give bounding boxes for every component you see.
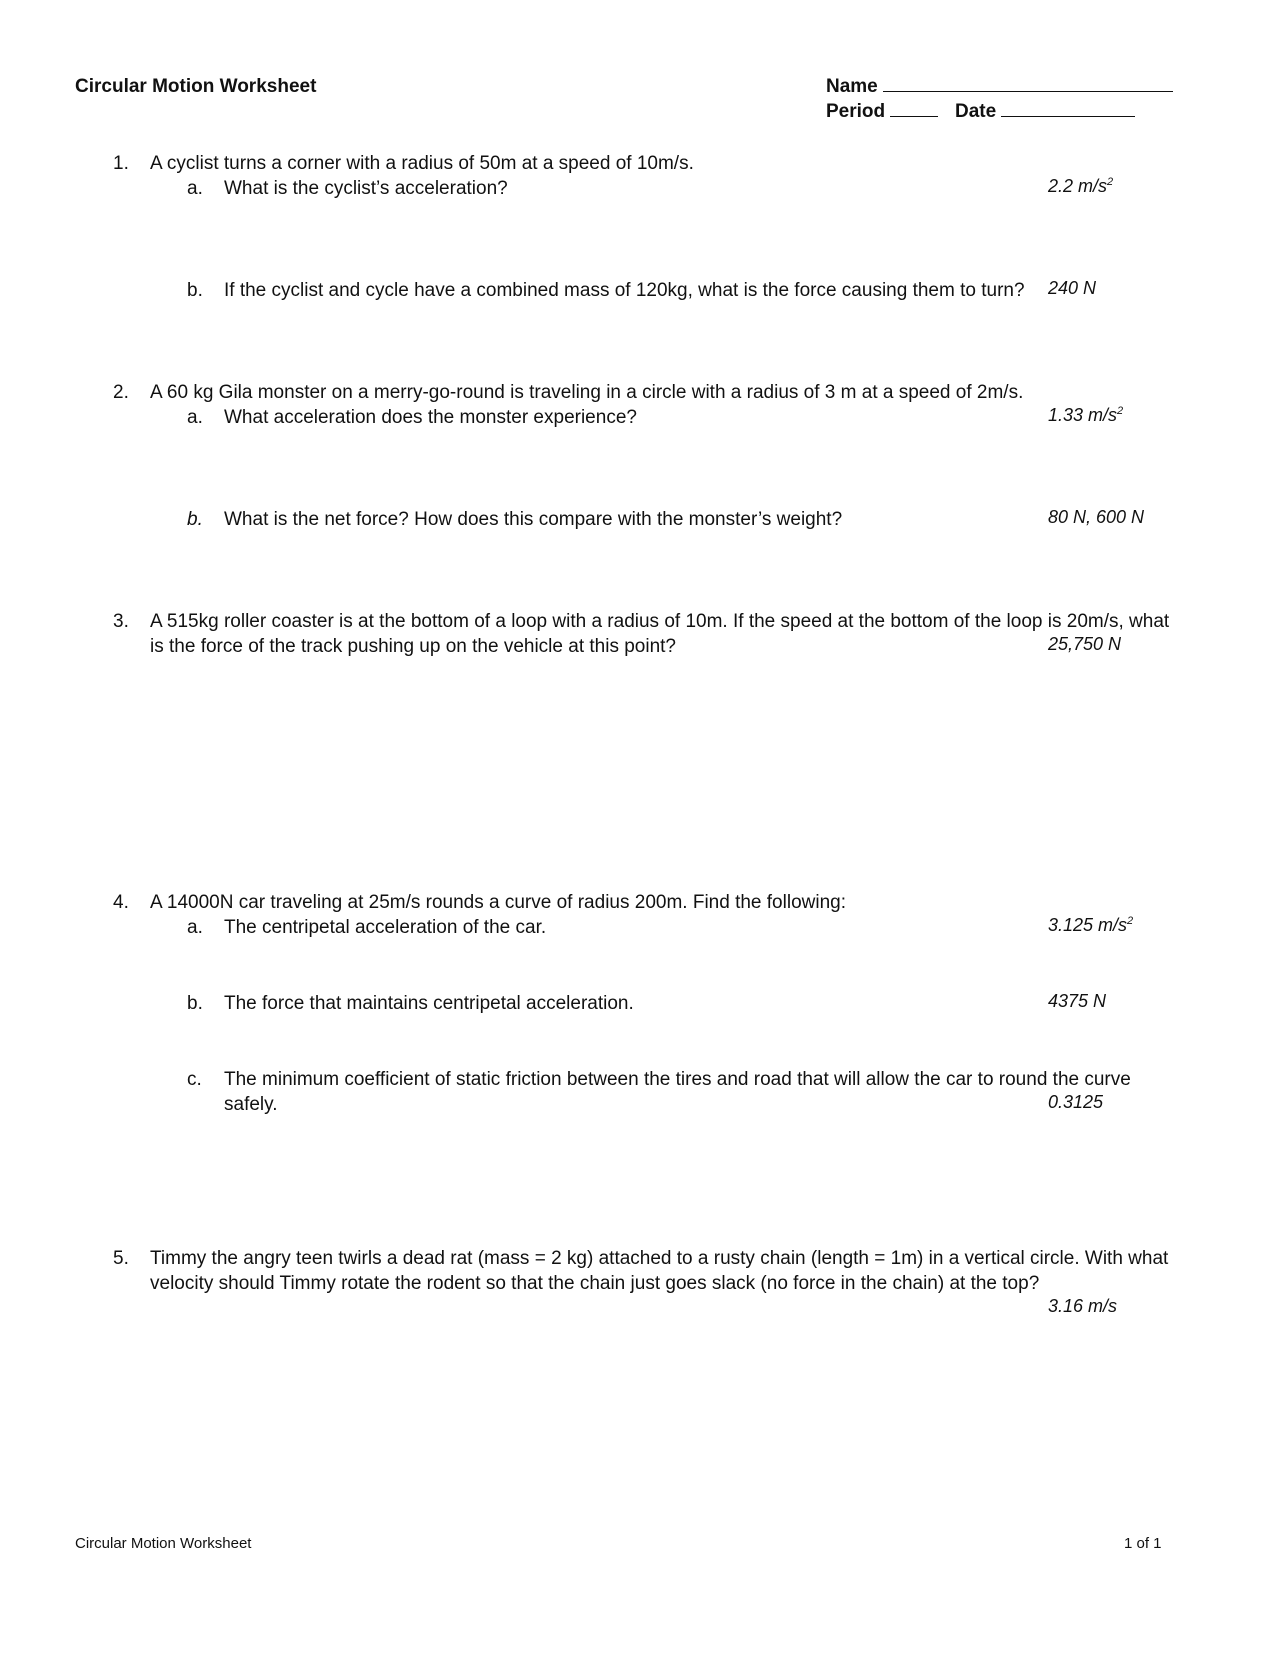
answer-3: 25,750 N <box>1048 634 1122 654</box>
question-4-text: A 14000N car traveling at 25m/s rounds a curve of radius 200m. Find the following: <box>150 892 846 913</box>
answer-1a: 2.2 $m/s^2$ <box>1048 176 1114 196</box>
period-field[interactable] <box>890 102 938 117</box>
question-3-line2: is the force of the track pushing up on the vehicle at this point? <box>150 636 676 657</box>
question-2b-letter: b. <box>187 509 203 530</box>
answer-4b: 4375 N <box>1048 991 1107 1011</box>
date-label: Date <box>954 101 997 122</box>
question-1-text: A cyclist turns a corner with a radius of 50m at a speed of 10m/s. <box>150 153 694 174</box>
question-4b-text: The force that maintains centripetal acceleration. <box>224 993 634 1014</box>
question-5-number: 5. <box>113 1248 129 1269</box>
page-title: Circular Motion Worksheet <box>75 76 317 97</box>
question-1a-letter: a. <box>187 178 203 199</box>
page-number: 1 of 1 <box>1124 1535 1162 1552</box>
question-4c-letter: c. <box>187 1069 202 1090</box>
question-4c-line1: The minimum coefficient of static friction between the tires and road that will allow the car to round the curve <box>224 1069 1131 1090</box>
question-5-line2: velocity should Timmy rotate the rodent so that the chain just goes slack (no force in the chain) at the top? <box>150 1273 1040 1294</box>
question-2a-letter: a. <box>187 407 203 428</box>
name-field[interactable] <box>883 77 1173 92</box>
period-label: Period <box>826 101 886 122</box>
answer-5: 3.16 m/s <box>1048 1296 1118 1316</box>
question-1b-letter: b. <box>187 280 203 301</box>
question-4a-letter: a. <box>187 917 203 938</box>
question-4a-text: The centripetal acceleration of the car. <box>224 917 547 938</box>
question-3-line1: A 515kg roller coaster is at the bottom of a loop with a radius of 10m. If the speed at the bottom of the loop is 20m/s, what <box>150 611 1170 632</box>
date-field[interactable] <box>1001 102 1135 117</box>
name-line <box>826 76 1173 98</box>
question-2a-text: What acceleration does the monster experience? <box>224 407 637 428</box>
question-4c-line2: safely. <box>224 1094 278 1115</box>
footer-title: Circular Motion Worksheet <box>75 1535 252 1552</box>
question-5-line1: Timmy the angry teen twirls a dead rat (mass = 2 kg) attached to a rusty chain (length = 1m) in a vertical circle. With what <box>150 1248 1169 1269</box>
answer-4c: 0.3125 <box>1048 1092 1104 1112</box>
answer-2b: 80 N, 600 N <box>1048 507 1145 527</box>
answer-2a: 1.33 $m/s^2$ <box>1048 405 1124 425</box>
question-2-text: A 60 kg Gila monster on a merry-go-round is traveling in a circle with a radius of 3 m at a speed of 2m/s. <box>150 382 1024 403</box>
name-label: Name <box>826 76 878 97</box>
answer-4a: 3.125 $m/s^2$ <box>1048 915 1134 935</box>
period-date-line <box>826 101 1135 123</box>
question-3-number: 3. <box>113 611 129 632</box>
question-4b-letter: b. <box>187 993 203 1014</box>
question-2-number: 2. <box>113 382 129 403</box>
answer-1b: 240 N <box>1048 278 1097 298</box>
question-2b-text: What is the net force? How does this compare with the monster’s weight? <box>224 509 843 530</box>
question-1b-text: If the cyclist and cycle have a combined mass of 120kg, what is the force causing them to turn? <box>224 280 1025 301</box>
question-4-number: 4. <box>113 892 129 913</box>
question-1a-text: What is the cyclist’s acceleration? <box>224 178 508 199</box>
question-1-number: 1. <box>113 153 129 174</box>
